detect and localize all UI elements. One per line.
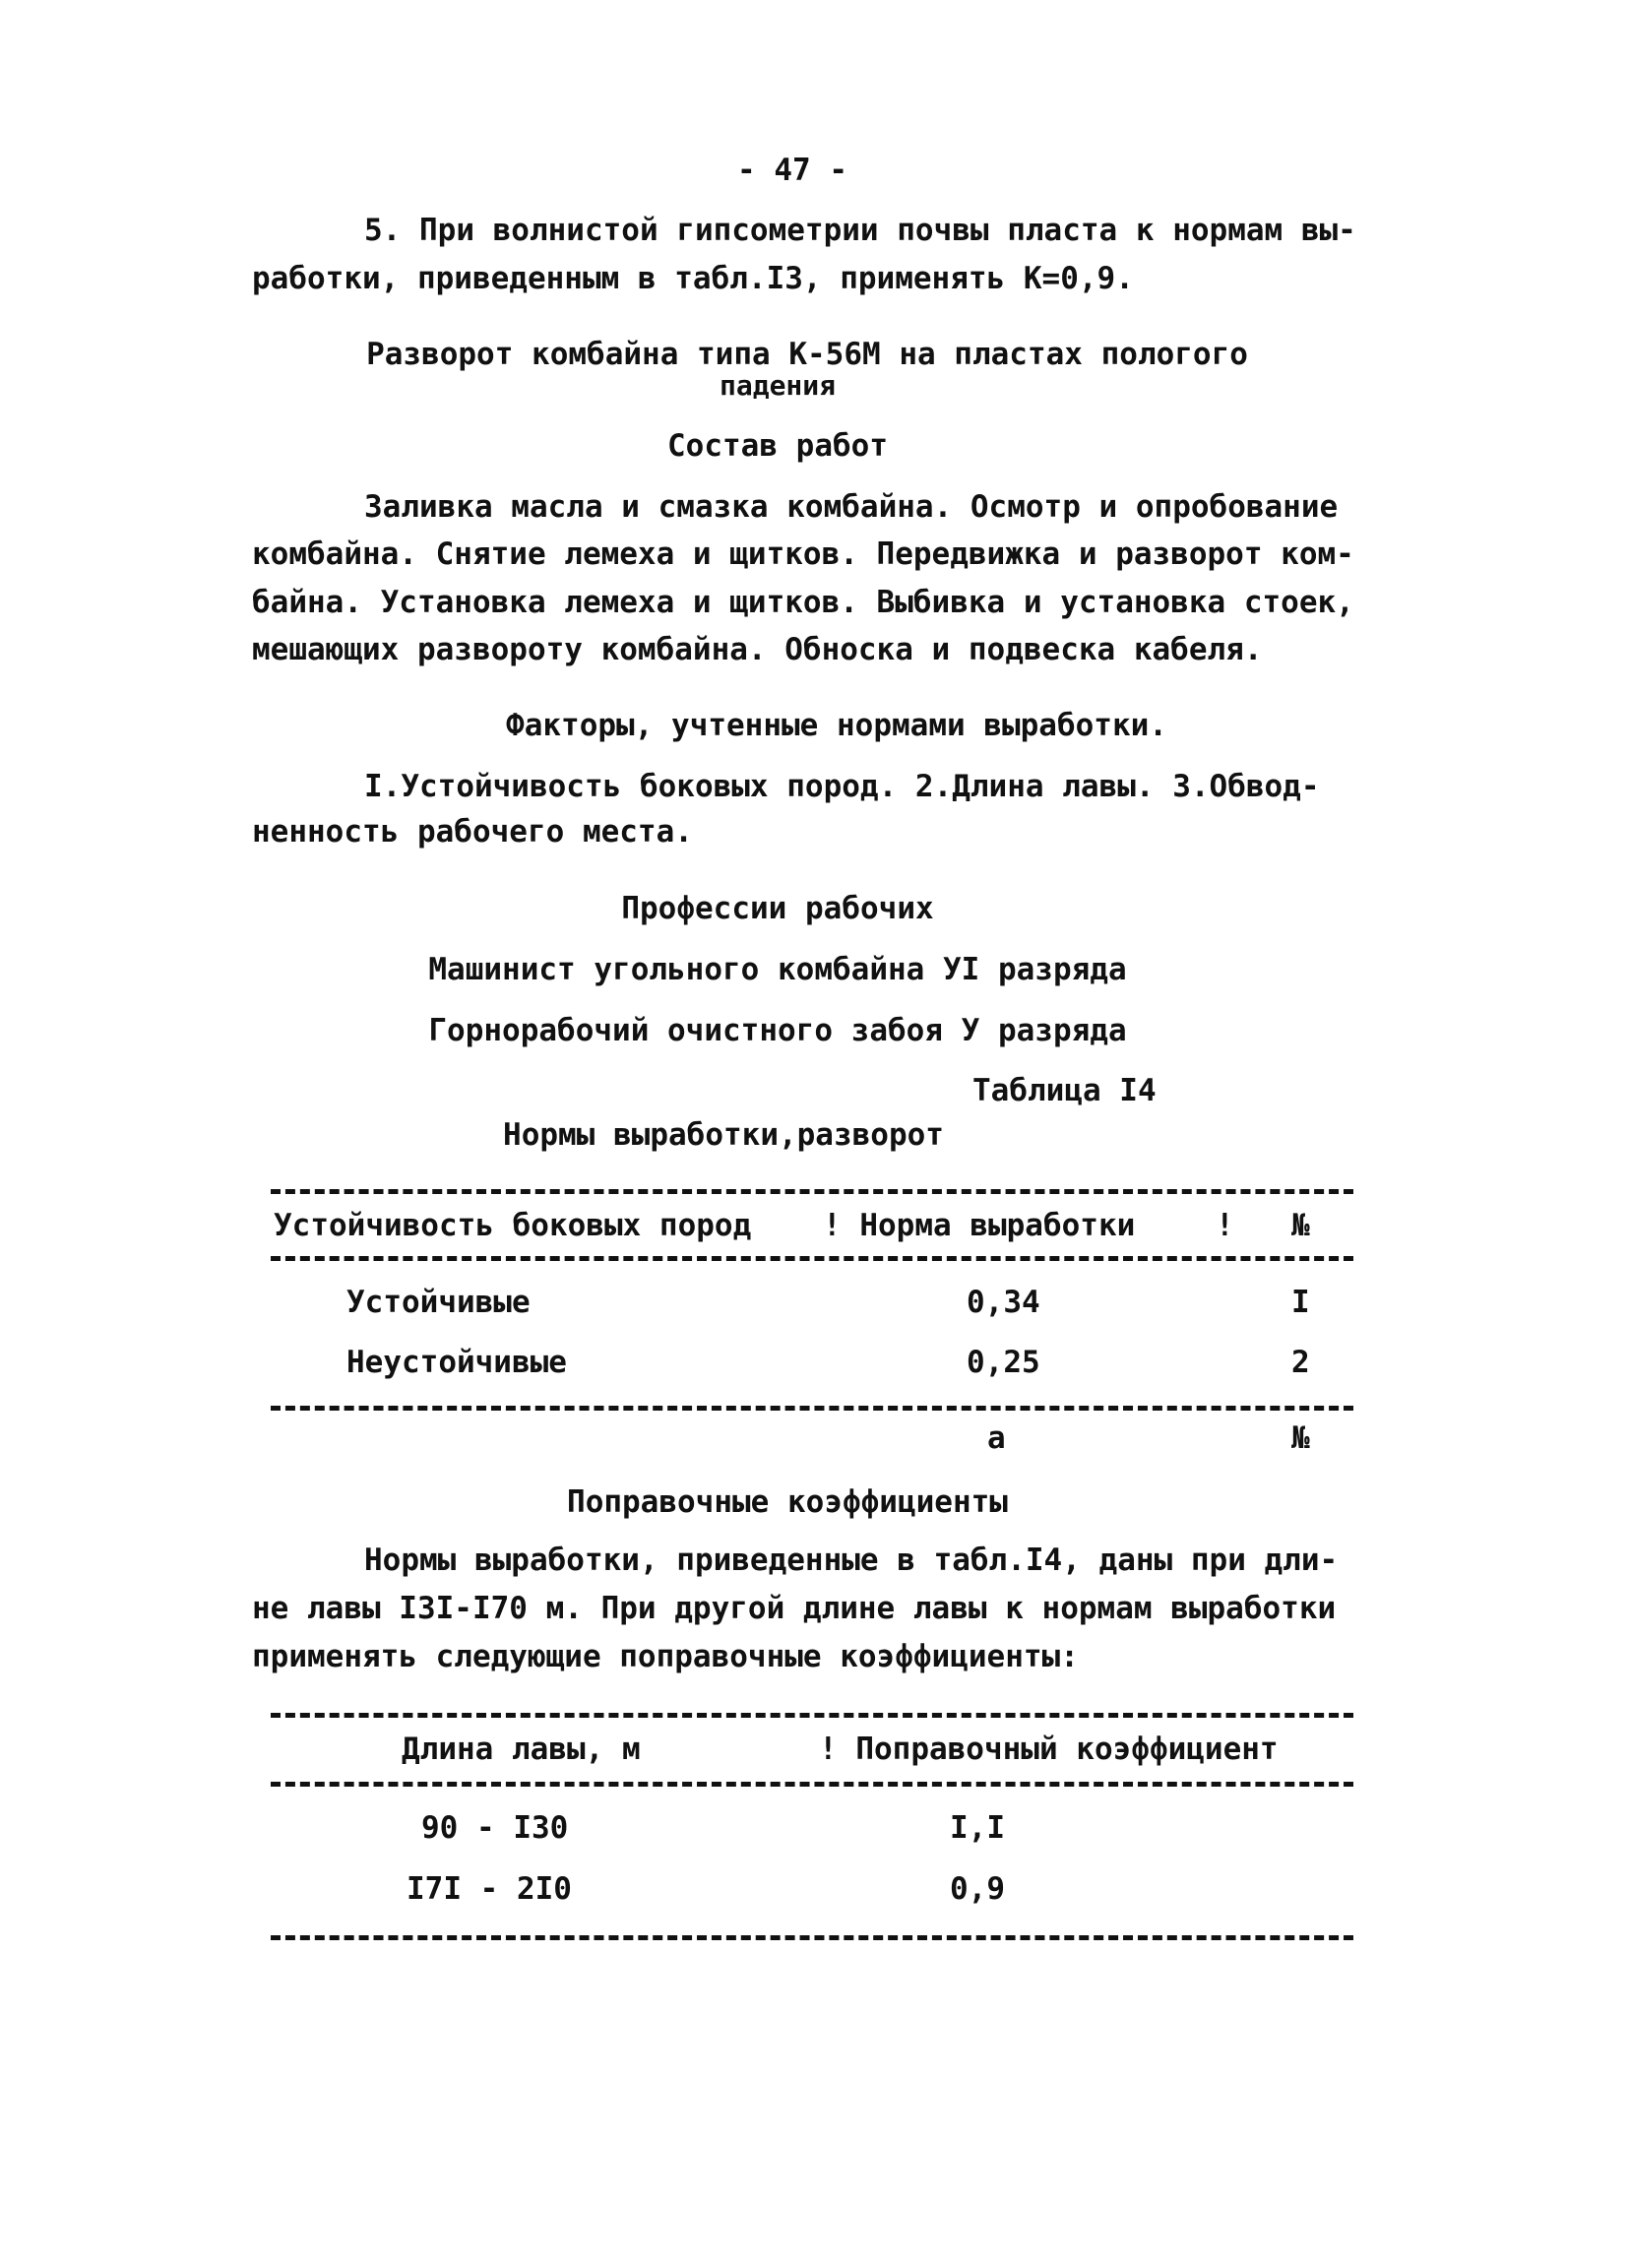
table14-row2-name: Неустойчивые [346,1345,567,1380]
section-heading-line2: падения [719,369,837,402]
correction-heading: Поправочные коэффициенты [567,1484,1008,1520]
correction-line-1: Нормы выработки, приведенные в табл.I4, даны при дли- [364,1543,1339,1578]
correction-row1-coef: I,I [950,1810,1005,1846]
professions-heading: Профессии рабочих [621,891,934,926]
table14-row1-value: 0,34 [967,1285,1040,1320]
correction-row2-coef: 0,9 [950,1871,1005,1907]
table14-label: Таблица I4 [972,1073,1157,1108]
table14-row1-num: I [1291,1285,1310,1320]
table14-row1-name: Устойчивые [346,1285,531,1320]
correction-row1-length: 90 - I30 [421,1810,569,1846]
factors-line1: I.Устойчивость боковых пород. 2.Длина лавы. 3.Обвод- [364,769,1320,804]
table14-header-norm: ! Норма выработки [823,1208,1136,1243]
section-heading-line1: Разворот комбайна типа К-56М на пластах пологого [366,337,1248,372]
table14-row2-value: 0,25 [967,1345,1040,1380]
profession-item-2: Горнорабочий очистного забоя У разряда [428,1013,1127,1048]
table14-footer-num: № [1291,1420,1310,1456]
correction-header-length: Длина лавы, м [402,1732,641,1767]
para5-line2: работки, приведенным в табл.I3, применять К=0,9. [252,261,1134,296]
correction-table-header-rule [271,1782,1353,1787]
table14-header-sep: ! [1216,1208,1234,1243]
correction-table-bottom-rule [271,1935,1353,1940]
page-number: - 47 - [737,153,847,188]
table14-top-rule [271,1189,1353,1194]
correction-line-2: не лавы I3I-I70 м. При другой длине лавы к нормам выработки [252,1591,1337,1626]
table14-header-rule [271,1256,1353,1261]
table14-bottom-rule [271,1406,1353,1411]
profession-item-1: Машинист угольного комбайна УI разряда [428,952,1127,987]
table14-header-stability: Устойчивость боковых пород [274,1208,752,1243]
composition-line-1: Заливка масла и смазка комбайна. Осмотр и опробование [364,489,1339,525]
composition-heading: Состав работ [667,428,888,464]
composition-line-3: байна. Установка лемеха и щитков. Выбивка и установка стоек, [252,585,1354,620]
factors-line2: ненность рабочего места. [252,814,693,850]
factors-heading: Факторы, учтенные нормами выработки. [506,708,1167,743]
correction-table-top-rule [271,1713,1353,1718]
composition-line-2: комбайна. Снятие лемеха и щитков. Передвижка и разворот ком- [252,536,1354,572]
table14-footer-col: а [987,1420,1006,1456]
correction-row2-length: I7I - 2I0 [407,1871,572,1907]
para5-line1: 5. При волнистой гипсометрии почвы пласта к нормам вы- [364,213,1356,248]
table14-title: Нормы выработки,разворот [503,1117,944,1153]
correction-line-3: применять следующие поправочные коэффициенты: [252,1639,1079,1674]
table14-row2-num: 2 [1291,1345,1310,1380]
correction-header-coef: ! Поправочный коэффициент [819,1732,1279,1767]
composition-line-4: мешающих развороту комбайна. Обноска и подвеска кабеля. [252,632,1263,667]
table14-header-num: № [1291,1208,1310,1243]
